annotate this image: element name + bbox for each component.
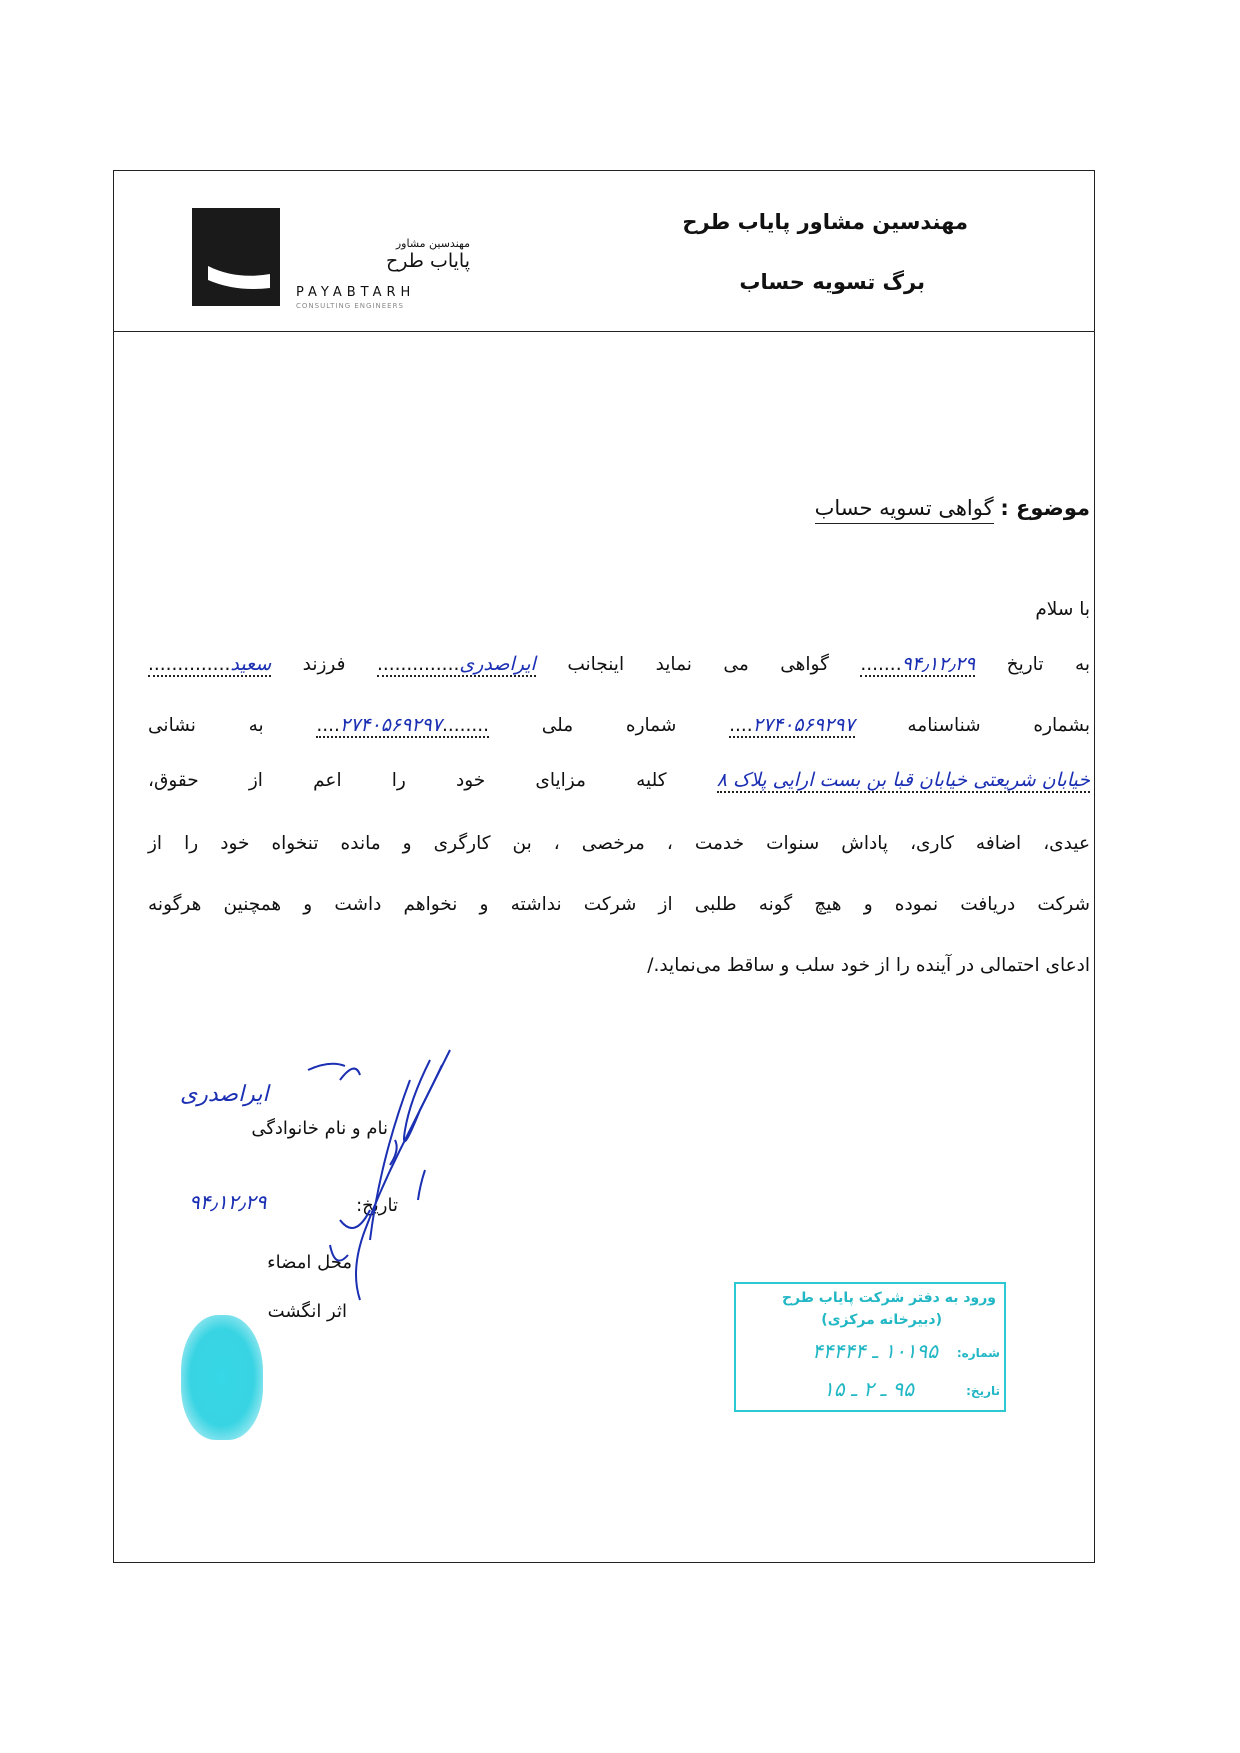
subject-value: گواهی تسویه حساب xyxy=(815,496,994,524)
stamp-number-value: ۱۰۱۹۵ ـ ۴۴۴۴۴ xyxy=(811,1339,938,1363)
subject-label: موضوع : xyxy=(1000,496,1090,520)
body-line-1: به تاریخ ۹۴٫۱۲٫۲۹....... گواهی می نماید اینجانب ایراصدری.............. فرزند سعید.............. xyxy=(148,653,1091,675)
logo-mark xyxy=(192,208,280,306)
text-fragment: کلیه مزایای خود را اعم از حقوق، xyxy=(148,770,667,791)
logo-text-en-sub: CONSULTING ENGINEERS xyxy=(296,302,404,310)
stamp-line-1: ورود به دفتر شرکت پایاب طرح xyxy=(781,1290,996,1306)
stamp-date-value: ۹۵ ـ ۲ ـ ۱۵ xyxy=(823,1377,914,1401)
handwritten-address: خیابان شریعتی خیابان قبا بن بست ارایی پلاک ۸ xyxy=(716,769,1090,791)
greeting: با سلام xyxy=(1035,599,1090,620)
handwritten-name: ایراصدری xyxy=(459,653,536,675)
text-fragment: گواهی می نماید اینجانب xyxy=(567,654,829,675)
signature-scribble xyxy=(180,1040,510,1360)
body-line-4: عیدی، اضافه کاری، پاداش سنوات خدمت ، مرخصی ، بن کارگری و مانده تنخواه خود را از xyxy=(148,833,1090,854)
body-line-3 xyxy=(148,767,1090,795)
handwritten-father-name: سعید xyxy=(230,653,272,675)
fingerprint-mark xyxy=(181,1315,263,1440)
logo-fa-large: پایاب طرح xyxy=(386,250,470,272)
handwritten-sign-date: ۹۴٫۱۲٫۲۹ xyxy=(189,1190,267,1214)
subject-line xyxy=(815,496,1090,520)
logo-fa-small: مهندسین مشاور xyxy=(395,237,470,250)
text-fragment: به نشانی xyxy=(148,715,264,736)
logo-text-fa xyxy=(340,237,470,272)
form-title: برگ تسویه حساب xyxy=(739,270,925,294)
handwritten-id-number: ۲۷۴۰۵۶۹۲۹۷ xyxy=(752,714,855,736)
text-fragment: شماره ملی xyxy=(541,715,677,736)
text-fragment: به تاریخ xyxy=(1006,654,1091,675)
logo-text-en: PAYABTARH xyxy=(296,285,416,300)
body-line-6: ادعای احتمالی در آینده را از خود سلب و ساقط می‌نماید./ xyxy=(647,955,1090,976)
header-divider xyxy=(113,331,1095,332)
body-line-2: بشماره شناسنامه ۲۷۴۰۵۶۹۲۹۷.... شماره ملی ........۲۷۴۰۵۶۹۲۹۷.... به نشانی xyxy=(148,714,1090,736)
handwritten-signer-name: ایراصدری xyxy=(180,1082,269,1107)
stamp-line-2: (دبیرخانه مرکزی) xyxy=(821,1312,942,1328)
body-line-5: شرکت دریافت نموده و هیچ گونه طلبی از شرکت نداشته و نخواهم داشت و همچنین هرگونه xyxy=(148,894,1090,915)
text-fragment: بشماره شناسنامه xyxy=(907,715,1090,736)
stamp-number-label: شماره: xyxy=(956,1346,1000,1360)
signature-place-label: محل امضاء xyxy=(267,1252,352,1273)
receipt-stamp xyxy=(734,1282,1006,1412)
text-fragment: فرزند xyxy=(302,654,346,675)
fingerprint-label: اثر انگشت xyxy=(267,1301,347,1322)
date-label: تاریخ: xyxy=(356,1195,398,1216)
stamp-date-label: تاریخ: xyxy=(966,1384,1000,1398)
handwritten-national-id: ۲۷۴۰۵۶۹۲۹۷ xyxy=(339,714,442,736)
name-label: نام و نام خانوادگی xyxy=(251,1118,388,1139)
company-title: مهندسین مشاور پایاب طرح xyxy=(682,210,968,234)
handwritten-date: ۹۴٫۱۲٫۲۹ xyxy=(901,653,976,675)
